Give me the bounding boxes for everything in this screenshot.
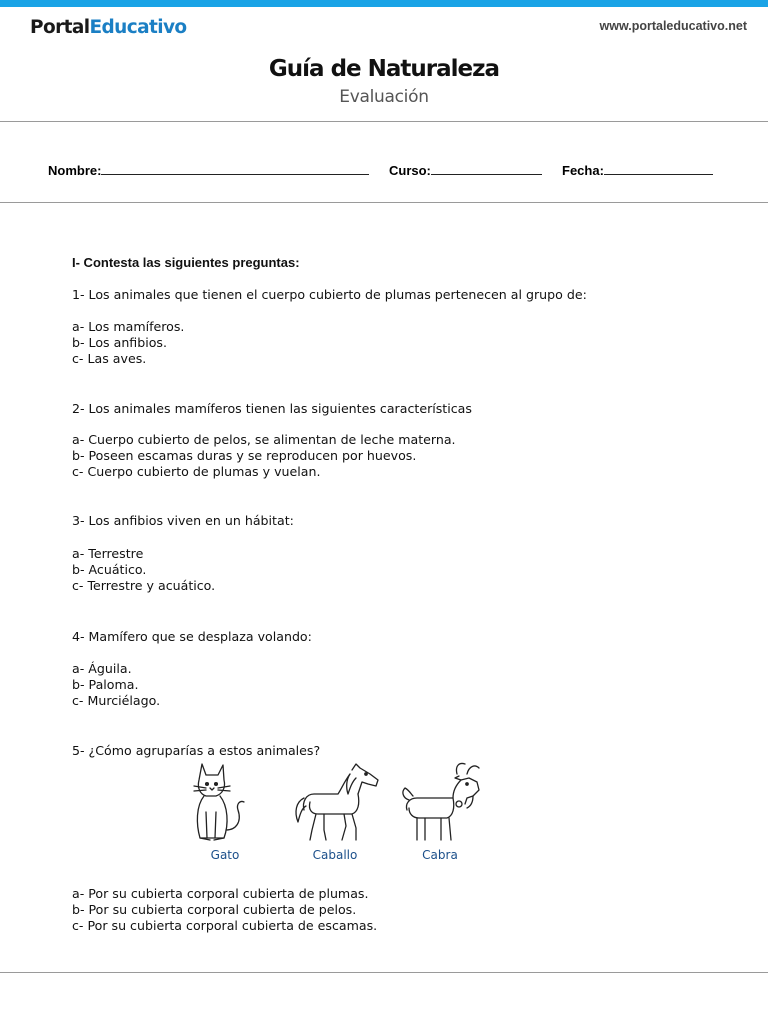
animal-caballo <box>290 760 380 868</box>
section-heading: I- Contesta las siguientes preguntas: <box>72 255 300 270</box>
name-label: Nombre: <box>48 163 102 178</box>
page-subtitle: Evaluación <box>339 87 429 107</box>
animal-gato <box>180 760 270 868</box>
logo-text-educativo: Educativo <box>89 17 187 38</box>
animal-label-caballo: Caballo <box>312 848 358 862</box>
page-title: Guía de Naturaleza <box>268 56 500 82</box>
question-3-option-b[interactable]: b- Acuático. <box>72 562 147 577</box>
question-1: 1- Los animales que tienen el cuerpo cubierto de plumas pertenecen al grupo de: <box>72 287 587 302</box>
question-1-option-c[interactable]: c- Las aves. <box>72 351 147 366</box>
goat-drawing-icon <box>395 760 495 846</box>
top-accent-bar <box>0 0 768 7</box>
divider-form <box>0 202 768 203</box>
question-1-option-a[interactable]: a- Los mamíferos. <box>72 319 185 334</box>
question-4-option-a[interactable]: a- Águila. <box>72 661 132 676</box>
question-3-option-a[interactable]: a- Terrestre <box>72 546 144 561</box>
date-field[interactable] <box>562 162 713 178</box>
question-1-option-b[interactable]: b- Los anfibios. <box>72 335 168 350</box>
course-field[interactable] <box>389 162 542 178</box>
question-5-option-a[interactable]: a- Por su cubierta corporal cubierta de plumas. <box>72 886 369 901</box>
question-3-option-c[interactable]: c- Terrestre y acuático. <box>72 578 216 593</box>
question-5: 5- ¿Cómo agruparías a estos animales? <box>72 743 321 758</box>
question-2-option-c[interactable]: c- Cuerpo cubierto de plumas y vuelan. <box>72 464 321 479</box>
question-5-option-b[interactable]: b- Por su cubierta corporal cubierta de pelos. <box>72 902 357 917</box>
divider-bottom <box>0 972 768 973</box>
date-blank-line[interactable] <box>604 162 713 175</box>
website-link[interactable]: www.portaleducativo.net <box>599 19 747 33</box>
question-2: 2- Los animales mamíferos tienen las siguientes características <box>72 401 472 416</box>
animal-cabra <box>395 760 485 868</box>
question-4: 4- Mamífero que se desplaza volando: <box>72 629 312 644</box>
portal-educativo-logo[interactable] <box>30 17 187 38</box>
question-4-option-c[interactable]: c- Murciélago. <box>72 693 161 708</box>
name-blank-line[interactable] <box>101 162 369 175</box>
question-3: 3- Los anfibios viven en un hábitat: <box>72 513 294 528</box>
question-5-option-c[interactable]: c- Por su cubierta corporal cubierta de escamas. <box>72 918 378 933</box>
question-2-option-a[interactable]: a- Cuerpo cubierto de pelos, se alimentan de leche materna. <box>72 432 456 447</box>
course-label: Curso: <box>389 163 431 178</box>
cat-drawing-icon <box>180 760 270 846</box>
date-label: Fecha: <box>562 163 604 178</box>
animal-label-gato: Gato <box>210 848 240 862</box>
course-blank-line[interactable] <box>431 162 542 175</box>
horse-drawing-icon <box>290 760 390 846</box>
divider-top <box>0 121 768 122</box>
animals-illustration <box>180 760 500 868</box>
logo-text-portal: Portal <box>30 17 90 38</box>
name-field[interactable] <box>48 162 369 178</box>
question-2-option-b[interactable]: b- Poseen escamas duras y se reproducen por huevos. <box>72 448 417 463</box>
question-4-option-b[interactable]: b- Paloma. <box>72 677 139 692</box>
animal-label-cabra: Cabra <box>422 848 458 862</box>
